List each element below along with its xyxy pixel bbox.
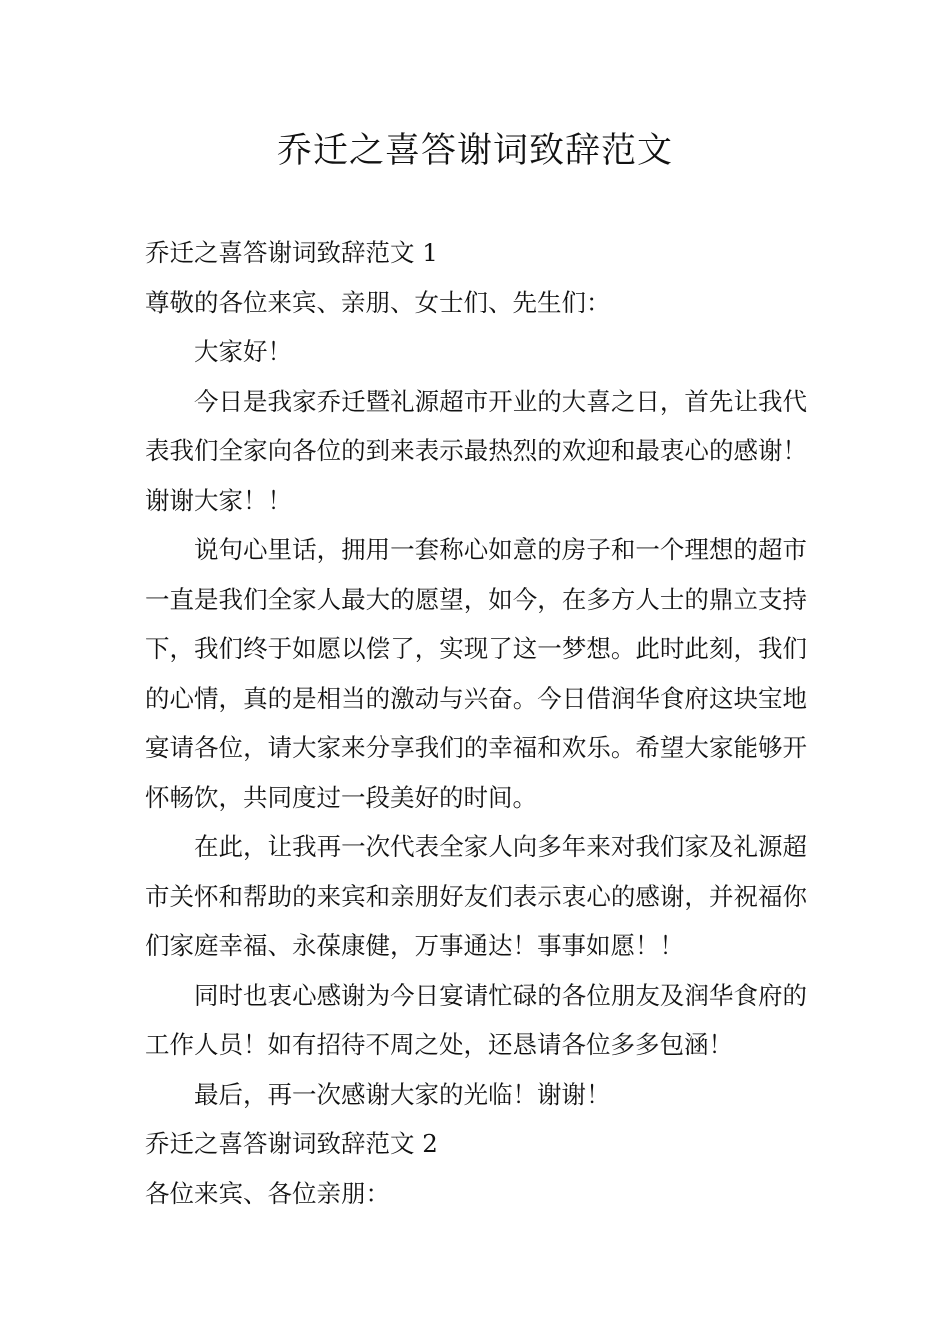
salutation: 各位来宾、各位亲朋： (145, 1178, 390, 1208)
document-body (145, 228, 807, 1218)
closing-paragraph: 最后，再一次感谢大家的光临！谢谢！ (194, 1079, 611, 1109)
section-heading-2: 乔迁之喜答谢词致辞范文 2 (145, 1129, 438, 1158)
document-title: 乔迁之喜答谢词致辞范文 (276, 131, 673, 171)
section-heading-1: 乔迁之喜答谢词致辞范文 1 (145, 238, 438, 267)
salutation: 尊敬的各位来宾、亲朋、女士们、先生们： (145, 287, 611, 317)
body-paragraph: 在此，让我再一次代表全家人向多年来对我们家及礼源超市关怀和帮助的来宾和亲朋好友们表示衷心的感谢，并祝福你们家庭幸福、永葆康健，万事通达！事事如愿！！ (145, 832, 807, 960)
body-paragraph: 说句心里话，拥用一套称心如意的房子和一个理想的超市一直是我们全家人最大的愿望，如今，在多方人士的鼎立支持下，我们终于如愿以偿了，实现了这一梦想。此时此刻，我们的心情，真的是相当的激动与兴奋。今日借润华食府这块宝地宴请各位，请大家来分享我们的幸福和欢乐。希望大家能够开怀畅饮，共同度过一段美好的时间。 (145, 535, 807, 812)
body-paragraph: 同时也衷心感谢为今日宴请忙碌的各位朋友及润华食府的工作人员！如有招待不周之处，还恳请各位多多包涵！ (145, 980, 807, 1059)
body-paragraph: 今日是我家乔迁暨礼源超市开业的大喜之日，首先让我代表我们全家向各位的到来表示最热烈的欢迎和最衷心的感谢！谢谢大家！！ (145, 386, 807, 515)
greeting-paragraph: 大家好！ (194, 337, 292, 366)
